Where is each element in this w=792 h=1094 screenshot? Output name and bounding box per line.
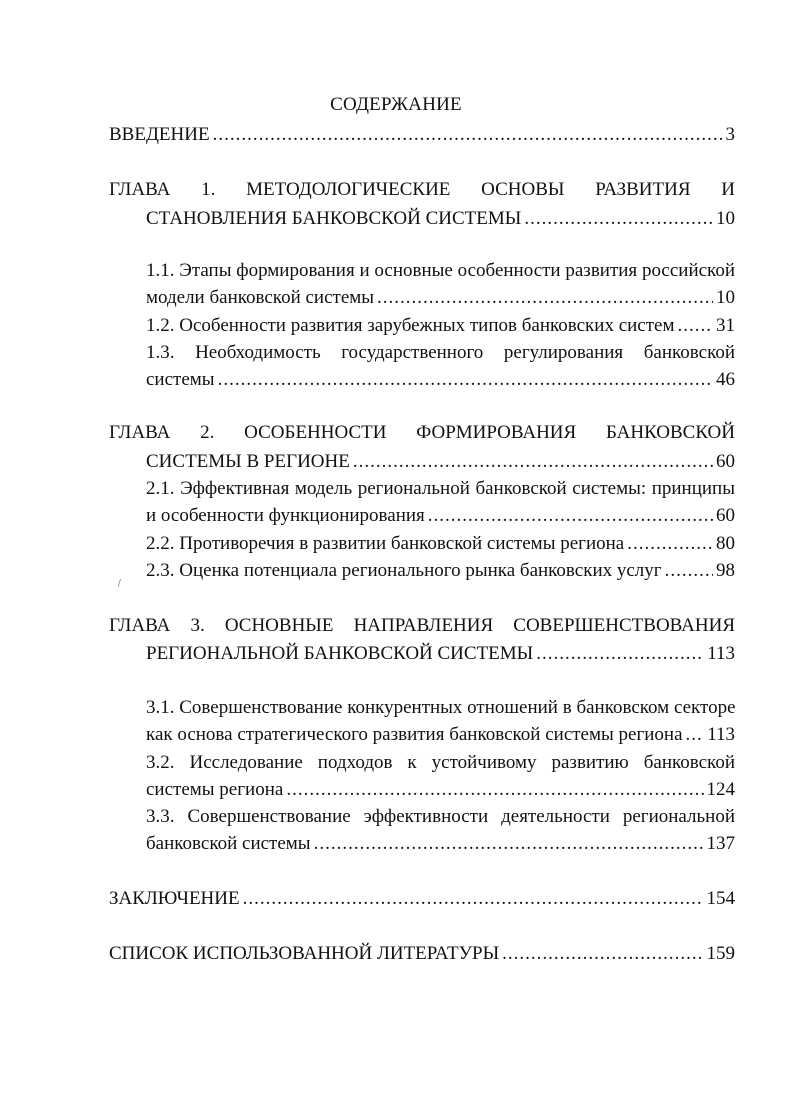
page-number: 159 bbox=[706, 943, 735, 964]
toc-entry-conclusion[interactable] bbox=[109, 887, 735, 911]
toc-entry-introduction[interactable] bbox=[109, 123, 735, 147]
page-number: 98 bbox=[716, 560, 735, 581]
entry-label: СПИСОК ИСПОЛЬЗОВАННОЙ ЛИТЕРАТУРЫ bbox=[109, 943, 500, 964]
entry-label: и особенности функционирования bbox=[146, 505, 425, 526]
entry-label: системы bbox=[146, 369, 215, 390]
page-number: 80 bbox=[716, 533, 735, 554]
toc-entry-section-3-2[interactable] bbox=[146, 778, 735, 802]
chapter-3-title-line1[interactable]: ГЛАВА 3. ОСНОВНЫЕ НАПРАВЛЕНИЯ СОВЕРШЕНСТВОВАНИЯ bbox=[109, 615, 735, 636]
page-number: 31 bbox=[716, 315, 735, 336]
page-number: 60 bbox=[716, 505, 735, 526]
page-title: СОДЕРЖАНИЕ bbox=[330, 94, 462, 115]
dot-leader bbox=[502, 942, 703, 966]
dot-leader bbox=[536, 642, 704, 666]
toc-entry-chapter-3[interactable] bbox=[146, 642, 735, 666]
stray-mark-icon bbox=[116, 578, 122, 588]
section-3-3-line1[interactable]: 3.3. Совершенствование эффективности деятельности региональной bbox=[146, 806, 735, 827]
toc-entry-section-1-1[interactable] bbox=[146, 286, 735, 310]
dot-leader bbox=[377, 286, 713, 310]
dot-leader bbox=[218, 368, 713, 392]
table-of-contents bbox=[109, 0, 735, 1094]
page-number: 46 bbox=[716, 369, 735, 390]
page-number: 60 bbox=[716, 451, 735, 472]
entry-label: ВВЕДЕНИЕ bbox=[109, 124, 210, 145]
entry-label: СИСТЕМЫ В РЕГИОНЕ bbox=[146, 451, 350, 472]
page-number: 10 bbox=[716, 208, 735, 229]
section-1-1-line1[interactable]: 1.1. Этапы формирования и основные особенности развития российской bbox=[146, 260, 735, 281]
page-number: 3 bbox=[725, 124, 735, 145]
entry-label: РЕГИОНАЛЬНОЙ БАНКОВСКОЙ СИСТЕМЫ bbox=[146, 643, 534, 664]
toc-entry-section-3-1[interactable] bbox=[146, 723, 735, 747]
page-number: 113 bbox=[707, 643, 735, 664]
page-number: 10 bbox=[716, 287, 735, 308]
entry-label: СТАНОВЛЕНИЯ БАНКОВСКОЙ СИСТЕМЫ bbox=[146, 208, 522, 229]
dot-leader bbox=[353, 450, 713, 474]
toc-entry-section-1-2[interactable] bbox=[146, 314, 735, 338]
section-2-1-line1[interactable]: 2.1. Эффективная модель региональной банковской системы: принципы bbox=[146, 478, 735, 499]
entry-label: как основа стратегического развития банковской системы региона bbox=[146, 724, 683, 745]
dot-leader bbox=[627, 532, 713, 556]
toc-entry-section-2-1[interactable] bbox=[146, 504, 735, 528]
scan-artifact-mark bbox=[116, 578, 122, 591]
dot-leader bbox=[314, 832, 704, 856]
chapter-2-title-line1[interactable]: ГЛАВА 2. ОСОБЕННОСТИ ФОРМИРОВАНИЯ БАНКОВСКОЙ bbox=[109, 422, 735, 443]
entry-label: 1.2. Особенности развития зарубежных типов банковских систем bbox=[146, 315, 675, 336]
dot-leader bbox=[686, 723, 705, 747]
toc-entry-references[interactable] bbox=[109, 942, 735, 966]
section-3-1-line1[interactable]: 3.1. Совершенствование конкурентных отношений в банковском секторе bbox=[146, 697, 736, 718]
page-number: 124 bbox=[706, 779, 735, 800]
toc-entry-chapter-1[interactable] bbox=[146, 207, 735, 231]
entry-label: модели банковской системы bbox=[146, 287, 375, 308]
dot-leader bbox=[428, 504, 713, 528]
entry-label: 2.2. Противоречия в развитии банковской системы региона bbox=[146, 533, 625, 554]
dot-leader bbox=[524, 207, 713, 231]
entry-label: 2.3. Оценка потенциала регионального рынка банковских услуг bbox=[146, 560, 662, 581]
entry-label: банковской системы bbox=[146, 833, 311, 854]
section-3-2-line1[interactable]: 3.2. Исследование подходов к устойчивому развитию банковской bbox=[146, 752, 735, 773]
dot-leader bbox=[243, 887, 704, 911]
dot-leader bbox=[665, 559, 713, 583]
toc-entry-section-2-2[interactable] bbox=[146, 532, 735, 556]
toc-entry-chapter-2[interactable] bbox=[146, 450, 735, 474]
page-number: 137 bbox=[706, 833, 735, 854]
entry-label: системы региона bbox=[146, 779, 284, 800]
page-number: 154 bbox=[706, 888, 735, 909]
dot-leader bbox=[213, 123, 723, 147]
section-1-3-line1[interactable]: 1.3. Необходимость государственного регулирования банковской bbox=[146, 342, 735, 363]
dot-leader bbox=[677, 314, 713, 338]
entry-label: ЗАКЛЮЧЕНИЕ bbox=[109, 888, 240, 909]
toc-entry-section-2-3[interactable] bbox=[146, 559, 735, 583]
page-number: 113 bbox=[707, 724, 735, 745]
toc-entry-section-3-3[interactable] bbox=[146, 832, 735, 856]
toc-entry-section-1-3[interactable] bbox=[146, 368, 735, 392]
chapter-1-title-line1[interactable]: ГЛАВА 1. МЕТОДОЛОГИЧЕСКИЕ ОСНОВЫ РАЗВИТИЯ И bbox=[109, 179, 735, 200]
dot-leader bbox=[286, 778, 703, 802]
